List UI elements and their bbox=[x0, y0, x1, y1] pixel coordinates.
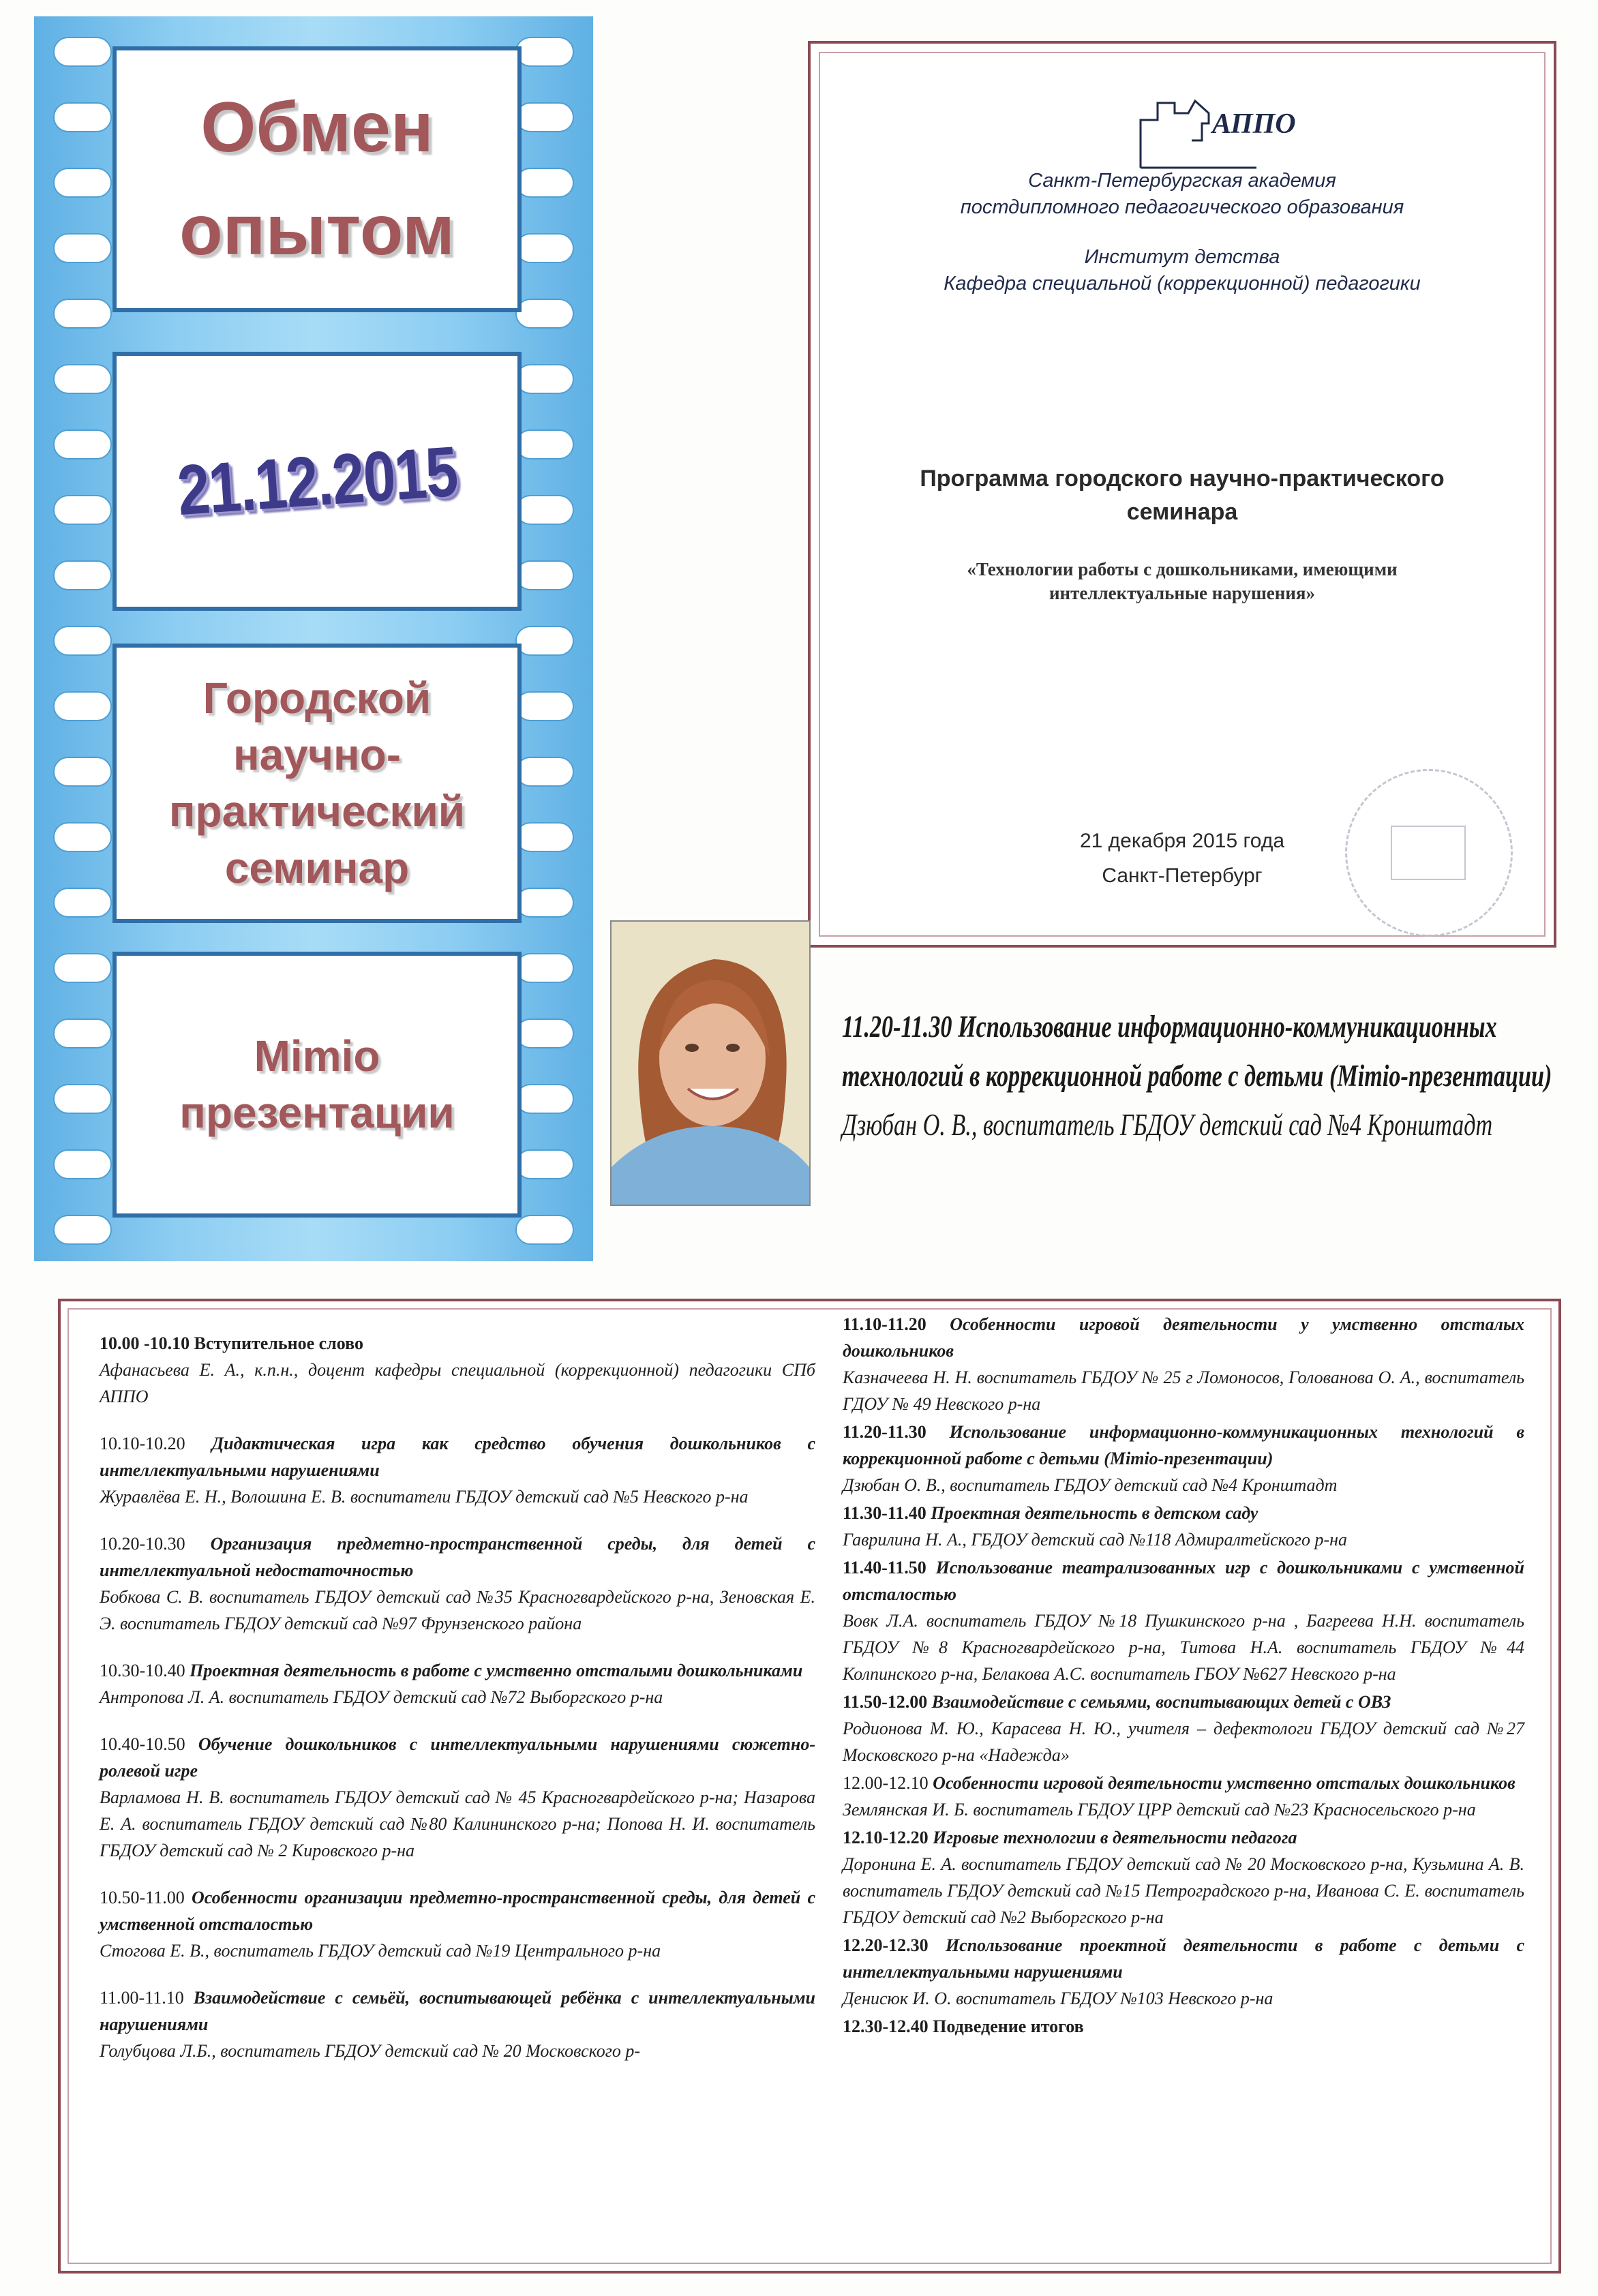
agenda-title: Организация предметно-пространственной среды, для детей с интеллектуальной недостаточностью bbox=[100, 1534, 815, 1580]
film-perforations-right bbox=[515, 37, 574, 1280]
cover-inner-border bbox=[819, 52, 1546, 937]
agenda-title: Особенности игровой деятельности умственно отсталых дошкольников bbox=[933, 1773, 1516, 1793]
academy-line: постдипломного педагогического образования bbox=[960, 196, 1404, 219]
film-frame-mimio bbox=[112, 952, 522, 1218]
agenda-title: Игровые технологии в деятельности педагога bbox=[933, 1828, 1297, 1847]
subtitle-line: интеллектуальные нарушения» bbox=[1049, 583, 1315, 604]
agenda-item bbox=[843, 1419, 1524, 1498]
academy-line: Санкт-Петербургская академия bbox=[1028, 170, 1336, 192]
film-perforations-left bbox=[53, 37, 112, 1280]
featured-talk-speaker: Дзюбан О. В., воспитатель ГБДОУ детский сад №4 Кронштадт bbox=[842, 1108, 1493, 1142]
title-line: Программа городского научно-практического bbox=[920, 466, 1445, 492]
frame-text: Обмен bbox=[200, 88, 434, 168]
agenda-speaker: Голубцова Л.Б., воспитатель ГБДОУ детский сад № 20 Московского р- bbox=[100, 2041, 641, 2061]
title-line: семинара bbox=[1126, 499, 1238, 526]
frame-text: семинар bbox=[224, 843, 410, 893]
agenda-item bbox=[100, 1731, 815, 1864]
frame-text: презентации bbox=[179, 1088, 455, 1137]
frame-text: опытом bbox=[179, 191, 455, 270]
agenda-speaker: Денисюк И. О. воспитатель ГБДОУ №103 Невского р-на bbox=[843, 1989, 1273, 2008]
subtitle-line: «Технологии работы с дошкольниками, имеющими bbox=[967, 559, 1398, 579]
frame-text: Городской bbox=[202, 673, 432, 723]
agenda-speaker: Доронина Е. А. воспитатель ГБДОУ детский сад № 20 Московского р-на, Кузьмина А. В. воспитатель ГБДОУ детский сад №15 Петроградского р-на, Иванова С. Е. воспитатель ГБДОУ детский сад №2 Выборгского р-на bbox=[843, 1854, 1524, 1927]
seminar-subtitle bbox=[820, 558, 1544, 605]
agenda-item bbox=[843, 1824, 1524, 1931]
agenda-time: 11.30-11.40 bbox=[843, 1503, 926, 1523]
agenda-item bbox=[843, 1932, 1524, 2012]
agenda-speaker: Бобкова С. В. воспитатель ГБДОУ детский сад №35 Красногвардейского р-на, Зеновская Е. Э. воспитатель ГБДОУ детский сад №97 Фрунзенского района bbox=[100, 1587, 815, 1633]
agenda-title: Проектная деятельность в работе с умственно отсталыми дошкольниками bbox=[190, 1661, 803, 1680]
agenda-title: Дидактическая игра как средство обучения дошкольников с интеллектуальными нарушениями bbox=[100, 1434, 815, 1480]
event-date: 21.12.2015 bbox=[175, 432, 459, 530]
agenda-speaker: Стогова Е. В., воспитатель ГБДОУ детский сад №19 Центрального р-на bbox=[100, 1941, 661, 1961]
agenda-speaker: Антропова Л. А. воспитатель ГБДОУ детский сад №72 Выборгского р-на bbox=[100, 1687, 663, 1707]
agenda-item bbox=[843, 1500, 1524, 1553]
agenda-time: 12.30-12.40 bbox=[843, 2016, 929, 2036]
agenda-speaker: Варламова Н. В. воспитатель ГБДОУ детский сад № 45 Красногвардейского р-на; Назарова Е. А. воспитатель ГБДОУ детский сад №80 Калининского р-на; Попова Н. И. воспитатель ГБДОУ детский сад № 2 Кировского р-на bbox=[100, 1787, 815, 1860]
agenda-time: 11.10-11.20 bbox=[843, 1314, 926, 1334]
agenda-item bbox=[843, 1770, 1524, 1823]
agenda-title: Обучение дошкольников с интеллектуальными нарушениями сюжетно- ролевой игре bbox=[100, 1734, 815, 1781]
agenda-speaker: Землянская И. Б. воспитатель ГБДОУ ЦРР детский сад №23 Красносельского р-на bbox=[843, 1800, 1476, 1819]
agenda-speaker: Казначеева Н. Н. воспитатель ГБДОУ № 25 г Ломоносов, Голованова О. А., воспитатель ГДОУ № 49 Невского р-на bbox=[843, 1368, 1524, 1414]
agenda-item bbox=[100, 1657, 815, 1710]
speaker-photo bbox=[610, 920, 811, 1206]
department-line: Кафедра специальной (коррекционной) педагогики bbox=[944, 273, 1421, 295]
agenda-time: 10.50-11.00 bbox=[100, 1888, 185, 1907]
agenda-title: Особенности организации предметно-пространственной среды, для детей с умственной отсталостью bbox=[100, 1888, 816, 1934]
agenda-speaker: Вовк Л.А. воспитатель ГБДОУ №18 Пушкинского р-на , Багреева Н.Н. воспитатель ГБДОУ №8 Красногвардейского р-на, Титова Н.А. воспитатель ГБДОУ №44 Колпинского р-на, Белакова А.С. воспитатель ГБОУ №627 Невского р-на bbox=[843, 1611, 1524, 1684]
agenda-time: 12.20-12.30 bbox=[843, 1935, 929, 1955]
agenda-time: 10.00 -10.10 bbox=[100, 1333, 190, 1353]
featured-talk bbox=[842, 1002, 1592, 1220]
agenda-time: 12.00-12.10 bbox=[843, 1773, 929, 1793]
academy-name bbox=[820, 168, 1544, 221]
agenda-title: Взаимодействие с семьёй, воспитывающей ребёнка с интеллектуальными нарушениями bbox=[100, 1988, 816, 2034]
agenda-time: 10.40-10.50 bbox=[100, 1734, 185, 1754]
agenda-speaker: Родионова М. Ю., Карасева Н. Ю., учителя – дефектологи ГБДОУ детский сад №27 Московского р-на «Надежда» bbox=[843, 1719, 1524, 1765]
film-frame-exchange bbox=[112, 46, 522, 312]
portrait-image bbox=[612, 922, 809, 1205]
film-frame-date bbox=[112, 352, 522, 611]
agenda-time: 11.00-11.10 bbox=[100, 1988, 184, 2008]
agenda-column-left bbox=[100, 1330, 815, 2085]
agenda-time: 10.30-10.40 bbox=[100, 1661, 185, 1680]
agenda-item bbox=[100, 1430, 815, 1510]
institute-line: Институт детства bbox=[1084, 246, 1280, 268]
program-title bbox=[820, 462, 1544, 530]
agenda-title: Вступительное слово bbox=[194, 1333, 363, 1353]
agenda-time: 10.10-10.20 bbox=[100, 1434, 185, 1453]
agenda-speaker: Гаврилина Н. А., ГБДОУ детский сад №118 Адмиралтейского р-на bbox=[843, 1530, 1348, 1550]
agenda-speaker: Афанасьева Е. А., к.п.н., доцент кафедры специальной (коррекционной) педагогики СПб АППО bbox=[100, 1360, 815, 1406]
institute-name bbox=[820, 244, 1544, 297]
film-frame-seminar bbox=[112, 644, 522, 923]
featured-talk-title: 11.20-11.30 Использование информационно-коммуникационных bbox=[842, 1010, 1497, 1044]
agenda-inner-border bbox=[67, 1308, 1552, 2264]
program-cover bbox=[808, 41, 1556, 948]
agenda-item bbox=[843, 1554, 1524, 1687]
cover-date-block bbox=[820, 824, 1544, 893]
agenda-item bbox=[100, 1330, 815, 1410]
featured-talk-title: технологий в коррекционной работе с детьми (Mimio-презентации) bbox=[842, 1059, 1552, 1093]
cover-city: Санкт-Петербург bbox=[1102, 864, 1263, 887]
agenda-item bbox=[843, 2013, 1524, 2040]
agenda-title: Проектная деятельность в детском саду bbox=[931, 1503, 1258, 1523]
agenda-title: Использование проектной деятельности в работе с детьми с интеллектуальными нарушениями bbox=[843, 1935, 1525, 1982]
agenda-title: Использование информационно-коммуникационных технологий в коррекционной работе с детьми (Mimio-презентации) bbox=[843, 1422, 1524, 1468]
agenda-item bbox=[843, 1311, 1524, 1417]
agenda-time: 11.40-11.50 bbox=[843, 1558, 926, 1577]
agenda-item bbox=[100, 1884, 815, 1964]
frame-text: Mimio bbox=[254, 1031, 380, 1081]
agenda-panel bbox=[58, 1299, 1561, 2274]
agenda-title: Взаимодействие с семьями, воспитывающих детей с ОВЗ bbox=[931, 1692, 1391, 1712]
agenda-title: Использование театрализованных игр с дошкольниками с умственной отсталостью bbox=[843, 1558, 1524, 1604]
frame-text: практический bbox=[168, 787, 466, 836]
agenda-time: 11.20-11.30 bbox=[843, 1422, 926, 1442]
agenda-title: Особенности игровой деятельности у умственно отсталых дошкольников bbox=[843, 1314, 1524, 1361]
agenda-item bbox=[843, 1689, 1524, 1768]
agenda-title: Подведение итогов bbox=[933, 2016, 1084, 2036]
agenda-speaker: Дзюбан О. В., воспитатель ГБДОУ детский сад №4 Кронштадт bbox=[843, 1475, 1338, 1495]
agenda-time: 10.20-10.30 bbox=[100, 1534, 185, 1554]
cover-date: 21 декабря 2015 года bbox=[1079, 830, 1285, 852]
agenda-item bbox=[100, 1530, 815, 1637]
agenda-column-right bbox=[843, 1311, 1524, 2041]
logo-text: АППО bbox=[1212, 108, 1296, 140]
film-strip-banner bbox=[34, 16, 593, 1261]
agenda-speaker: Журавлёва Е. Н., Волошина Е. В. воспитатели ГБДОУ детский сад №5 Невского р-на bbox=[100, 1487, 749, 1507]
agenda-time: 11.50-12.00 bbox=[843, 1692, 928, 1712]
agenda-time: 12.10-12.20 bbox=[843, 1828, 929, 1847]
frame-text: научно- bbox=[232, 729, 402, 779]
agenda-item bbox=[100, 1984, 815, 2064]
